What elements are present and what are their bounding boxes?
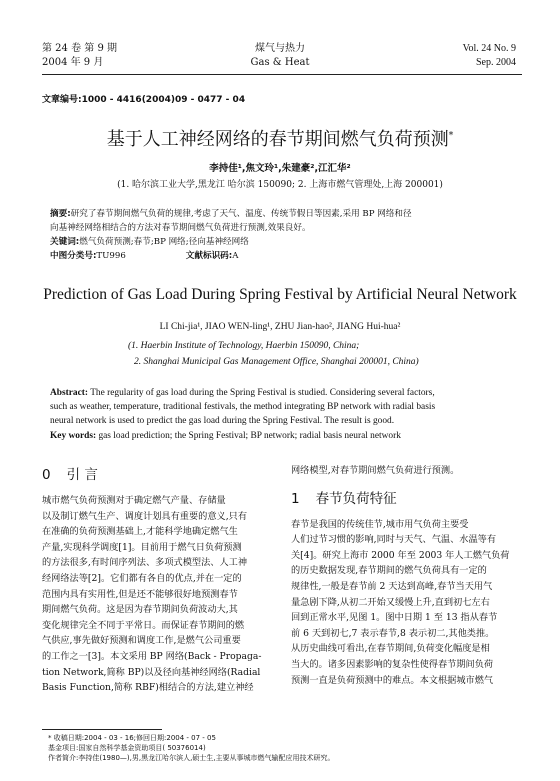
abstract-en xyxy=(50,386,520,443)
body-line: 的方法很多,有时间序列法、多项式模型法、人工神 xyxy=(42,557,248,569)
keywords-label-cn: 关键词: xyxy=(50,237,80,247)
title-text-cn: 基于人工神经网络的春节期间燃气负荷预测 xyxy=(106,129,449,150)
body-line: 气供应,事先做好预测和调度工作,是燃气公司重要 xyxy=(42,635,241,647)
affiliation-en xyxy=(128,338,419,370)
abstract-cn xyxy=(50,207,520,263)
section-1-paragraph xyxy=(291,517,523,689)
doc-code: A xyxy=(232,251,239,261)
abstract-en-text-3: neural network is used to predict the gas load during the Spring Festival. The result is good. xyxy=(50,416,395,427)
right-column xyxy=(291,463,523,688)
authors-cn: 李持佳¹,焦文玲¹,朱建豪²,江汇华² xyxy=(209,163,351,174)
body-line: 网络模型,对春节期间燃气负荷进行预测。 xyxy=(291,465,460,476)
clc-code: TU996 xyxy=(96,251,126,261)
intro-paragraph xyxy=(42,493,274,696)
body-line: Basis Function,简称 RBF)相结合的方法,建立神经 xyxy=(42,682,254,694)
volume-issue-cn: 第 24 卷 第 9 期 xyxy=(42,43,117,54)
body-line: 人们过节习惯的影响,同时与天气、气温、水温等有 xyxy=(291,534,497,546)
section-title-intro: 引 言 xyxy=(66,467,98,483)
body-line: 关[4]。研究上海市 2000 年至 2003 年人工燃气负荷 xyxy=(291,549,510,561)
journal-name-cn: 煤气与热力 xyxy=(255,43,305,54)
date-en: Sep. 2004 xyxy=(476,57,516,68)
body-line: 前 6 天到初七,7 表示春节,8 表示初二,其他类推。 xyxy=(291,627,495,639)
footnote-author: 作者简介:李持佳(1980—),男,黑龙江哈尔滨人,硕士生,主要从事城市燃气输配应用技术研究。 xyxy=(48,754,335,762)
footnotes xyxy=(48,733,335,763)
body-line: 规律性,一般是春节前 2 天达到高峰,春节当天用气 xyxy=(291,580,493,592)
keywords-label-en: Key words: xyxy=(50,430,97,441)
body-line: 的历史数据发现,春节期间的燃气负荷具有一定的 xyxy=(291,565,487,577)
section-number-intro: 0 xyxy=(42,467,51,483)
body-line: 的工作之一[3]。本文采用 BP 网络(Back - Propaga- xyxy=(42,650,262,662)
classification-line xyxy=(50,249,520,263)
journal-name-en: Gas & Heat xyxy=(250,57,310,68)
section-number-1: 1 xyxy=(291,490,300,507)
body-line: 春节是我国的传统佳节,城市用气负荷主要受 xyxy=(291,518,469,530)
doc-code-label: 文献标识码: xyxy=(185,251,233,261)
body-line: 量急剧下降,从初二开始又缓慢上升,直到初七左右 xyxy=(291,596,490,608)
journal-header xyxy=(0,0,560,80)
left-column xyxy=(42,463,274,696)
clc-label: 中图分类号: xyxy=(50,251,97,261)
date-cn: 2004 年 9 月 xyxy=(42,57,104,68)
body-line: 变化规律完全不同于平常日。而保证春节期间的燃 xyxy=(42,619,245,631)
abstract-cn-text-2: 向基神经网络相结合的方法对春节期间燃气负荷进行预测,效果良好。 xyxy=(50,223,311,233)
paper-title-en: Prediction of Gas Load During Spring Festival by Artificial Neural Network xyxy=(43,286,517,303)
title-footnote-mark: * xyxy=(448,131,454,141)
keywords-text-cn: 燃气负荷预测;春节;BP 网络;径向基神经网络 xyxy=(79,237,249,247)
header-right xyxy=(463,42,516,70)
body-line: 预测一直是负荷预测中的难点。本文根据城市燃气 xyxy=(291,674,494,686)
article-number: 文章编号:1000 - 4416(2004)09 - 0477 - 04 xyxy=(42,95,246,105)
section-heading-1 xyxy=(291,487,523,511)
body-line: 城市燃气负荷预测对于确定燃气产量、存储量 xyxy=(42,495,226,506)
keywords-en xyxy=(50,429,520,443)
body-line: 回到正常水平,见图 1。图中日期 1 至 13 指从春节 xyxy=(291,612,498,624)
keywords-text-en: gas load prediction; the Spring Festival; BP network; radial basis neural network xyxy=(98,430,401,441)
body-line: tion Network,简称 BP)以及径向基神经网络(Radial xyxy=(42,666,261,678)
header-rule xyxy=(42,74,522,75)
body-line: 从历史曲线可看出,在春节期间,负荷变化幅度是相 xyxy=(291,643,490,655)
section-title-1: 春节负荷特征 xyxy=(315,490,397,507)
affiliation-cn: (1. 哈尔滨工业大学,黑龙江 哈尔滨 150090; 2. 上海市燃气管理处,上海 200001) xyxy=(117,180,443,190)
footnote-received: * 收稿日期:2004 - 03 - 16;修回日期:2004 - 07 - 05 xyxy=(48,734,216,742)
abstract-en-text-1: The regularity of gas load during the Spring Festival is studied. Considering several factors, xyxy=(90,388,435,398)
body-line: 范围内具有实用性,但是还不能够很好地预测春节 xyxy=(42,588,238,600)
authors-en: LI Chi-jia¹, JIAO WEN-ling¹, ZHU Jian-hao², JIANG Hui-hua² xyxy=(159,322,401,332)
footnote-rule xyxy=(42,729,162,730)
body-line: 产量,实现科学调度[1]。目前用于燃气日负荷预测 xyxy=(42,541,242,553)
keywords-cn xyxy=(50,235,520,249)
body-line: 在准确的负荷预测基础上,才能科学地确定燃气生 xyxy=(42,526,238,538)
abstract-en-line-1 xyxy=(50,386,520,400)
volume-issue-en: Vol. 24 No. 9 xyxy=(462,43,516,54)
footnote-funding: 基金项目:国家自然科学基金资助项目( 50376014) xyxy=(48,744,206,752)
abstract-label-cn: 摘要: xyxy=(50,209,71,219)
body-line: 当大的。诸多因素影响的复杂性使得春节期间负荷 xyxy=(291,658,494,670)
abstract-en-text-2: such as weather, temperature, traditional festivals, the method integrating BP network with radial basis xyxy=(50,402,436,413)
abstract-cn-text-1: 研究了春节期间燃气负荷的规律,考虑了天气、温度、传统节假日等因素,采用 BP 网络和径 xyxy=(70,209,412,219)
abstract-cn-line-1 xyxy=(50,207,520,221)
section-heading-intro xyxy=(42,463,274,487)
paper-title-cn xyxy=(0,124,560,152)
intro-paragraph-continued xyxy=(291,463,523,479)
abstract-label-en: Abstract: xyxy=(50,388,89,398)
affiliation-en-2: 2. Shanghai Municipal Gas Management Office, Shanghai 200001, China) xyxy=(134,357,419,367)
body-line: 经网络法等[2]。它们都有各自的优点,并在一定的 xyxy=(42,572,242,584)
body-line: 期间燃气负荷。这是因为春节期间负荷波动大,其 xyxy=(42,604,238,616)
body-line: 以及制订燃气生产、调度计划具有重要的意义,只有 xyxy=(42,510,248,522)
affiliation-en-1: (1. Haerbin Institute of Technology, Haerbin 150090, China; xyxy=(128,341,360,351)
